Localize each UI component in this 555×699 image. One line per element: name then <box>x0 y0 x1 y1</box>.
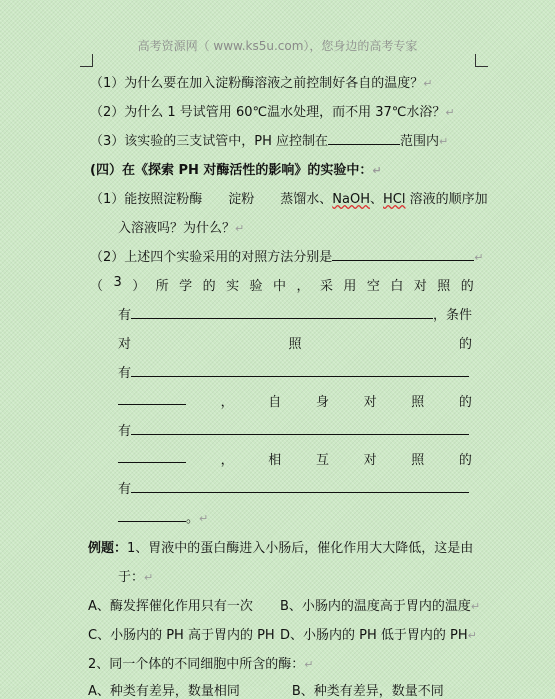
question-4-2: （2）上述四个实验采用的对照方法分别是 ↵ <box>90 246 484 265</box>
example-1-line2: 于：↵ <box>118 570 154 585</box>
question-3-2: （2）为什么 1 号试管用 60℃温水处理，而不用 37℃水浴？↵ <box>90 105 455 120</box>
self-control-line: ， 自 身 对 照 的 <box>118 391 472 410</box>
mutual-end-line: 。↵ <box>118 507 208 526</box>
corner-mark-right <box>475 54 488 67</box>
condition-you-line: 有 <box>118 362 469 381</box>
blank-condition-control-2[interactable] <box>118 391 186 405</box>
blank-ph-range[interactable] <box>328 131 400 145</box>
option-b: B、小肠内的温度高于胃内的温度↵ <box>280 599 481 614</box>
page-header: 高考资源网（ www.ks5u.com），您身边的高考专家 <box>137 39 418 53</box>
option-a: A、酶发挥催化作用只有一次 <box>88 599 253 614</box>
example-2: 2、同一个体的不同细胞中所含的酶：↵ <box>88 657 314 672</box>
blank-control-methods[interactable] <box>332 247 474 261</box>
question-4-3-line1: （ 3 ） 所 学 的 实 验 中 ， 采 用 空 白 对 照 的 <box>90 275 474 294</box>
blank-mutual-control-2[interactable] <box>118 508 186 522</box>
example-2-options-partial: A、种类有差异，数量相同 B、种类有差异，数量不同 <box>88 684 444 699</box>
option-c: C、小肠内的 PH 高于胃内的 PH <box>88 628 275 643</box>
question-3-1: （1）为什么要在加入淀粉酶溶液之前控制好各自的温度？↵ <box>90 76 433 91</box>
option-d: D、小肠内的 PH 低于胃内的 PH↵ <box>280 628 477 643</box>
blank-blank-control[interactable] <box>131 305 433 319</box>
blank-self-control-1[interactable] <box>131 421 469 435</box>
mutual-control-line: ， 相 互 对 照 的 <box>118 449 472 468</box>
blank-condition-control-1[interactable] <box>131 363 469 377</box>
mutual-you-line: 有 <box>118 478 469 497</box>
blank-control-line: 有 ，条件 <box>118 304 472 323</box>
blank-self-control-2[interactable] <box>118 449 186 463</box>
section-4-title: (四）在《探索 PH 对酶活性的影响》的实验中：↵ <box>90 163 382 178</box>
question-4-1-line2: 入溶液吗？为什么？↵ <box>118 221 245 236</box>
condition-control-line: 对 照 的 <box>118 337 472 352</box>
blank-mutual-control-1[interactable] <box>131 479 469 493</box>
example-1: 例题：1、胃液中的蛋白酶进入小肠后，催化作用大大降低，这是由 <box>88 541 474 556</box>
question-3-3: （3）该实验的三支试管中，PH 应控制在 范围内↵ <box>90 130 448 149</box>
corner-mark-left <box>80 54 93 67</box>
question-4-1: （1）能按照淀粉酶 淀粉 蒸馏水、NaOH、HCl 溶液的顺序加 <box>90 192 488 207</box>
self-you-line: 有 <box>118 420 469 439</box>
